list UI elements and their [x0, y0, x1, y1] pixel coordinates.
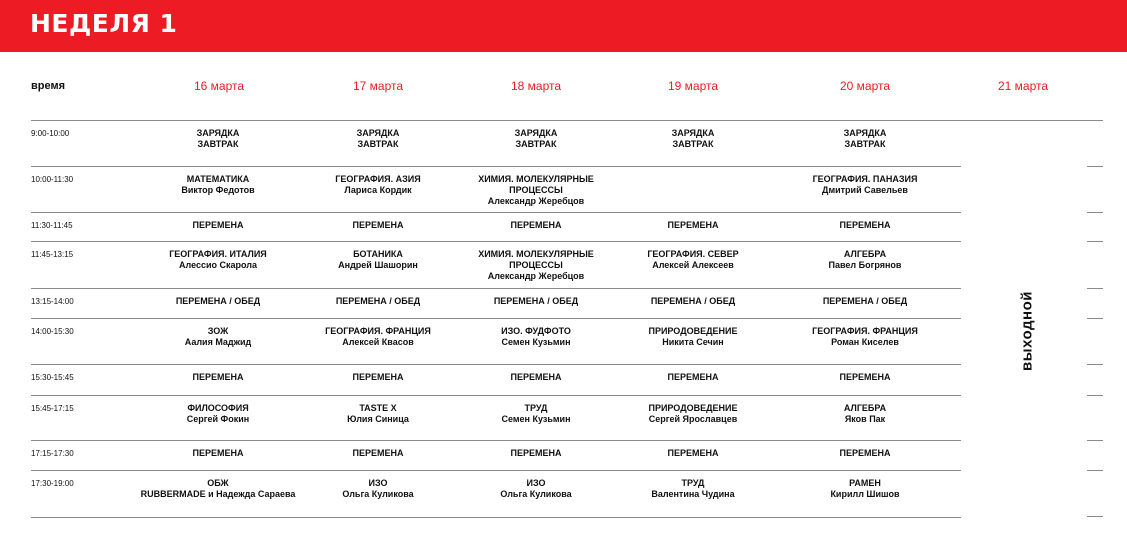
time-slot: 14:00-15:30	[31, 327, 74, 336]
lesson-name: ХИМИЯ. МОЛЕКУЛЯРНЫЕ ПРОЦЕССЫ	[478, 249, 594, 270]
row-divider-dash	[1087, 212, 1103, 213]
schedule-cell	[458, 448, 614, 459]
schedule-cell	[140, 448, 296, 459]
lesson-name: БОТАНИКА	[353, 249, 403, 259]
teacher-name: Ольга Куликова	[342, 489, 414, 499]
schedule-row	[31, 120, 961, 167]
schedule-cell	[458, 372, 614, 383]
schedule-cell	[300, 296, 456, 307]
schedule-cell	[300, 478, 456, 500]
teacher-name: Сергей Фокин	[186, 414, 250, 424]
lesson-name: ПРИРОДОВЕДЕНИЕ	[648, 326, 738, 336]
teacher-name: Валентина Чудина	[651, 489, 735, 499]
lesson-name: ИЗО	[526, 478, 546, 488]
schedule-cell	[140, 372, 296, 383]
schedule-cell	[615, 478, 771, 500]
lesson-name: ПЕРЕМЕНА / ОБЕД	[493, 296, 579, 306]
lesson-name: ГЕОГРАФИЯ. СЕВЕР	[647, 249, 739, 259]
teacher-name: Алексей Квасов	[342, 337, 414, 347]
teacher-name: ЗАВТРАК	[672, 139, 714, 149]
schedule-cell	[140, 174, 296, 196]
schedule-cell	[615, 220, 771, 231]
schedule-cell	[458, 478, 614, 500]
lesson-name: ПЕРЕМЕНА / ОБЕД	[822, 296, 908, 306]
date-header: 20 марта	[839, 79, 891, 93]
day-off-label: выходной	[1018, 291, 1036, 371]
schedule-cell	[615, 326, 771, 348]
teacher-name: Сергей Ярославцев	[648, 414, 738, 424]
lesson-name: ПЕРЕМЕНА	[510, 448, 562, 458]
lesson-name: ЗАРЯДКА	[843, 128, 887, 138]
teacher-name: Александр Жеребцов	[487, 196, 585, 206]
lesson-name: ПЕРЕМЕНА	[667, 372, 719, 382]
schedule-cell	[458, 326, 614, 348]
schedule-cell	[787, 128, 943, 150]
row-divider-dash	[1087, 440, 1103, 441]
teacher-name: Павел Богрянов	[828, 260, 902, 270]
teacher-name: Роман Киселев	[831, 337, 899, 347]
schedule-row	[31, 166, 961, 213]
schedule-cell	[140, 326, 296, 348]
teacher-name: Юлия Синица	[347, 414, 409, 424]
lesson-name: ТРУД	[524, 403, 548, 413]
schedule-cell	[787, 174, 943, 196]
teacher-name: Александр Жеребцов	[487, 271, 585, 281]
lesson-name: ПЕРЕМЕНА	[352, 448, 404, 458]
schedule-cell	[140, 478, 296, 500]
date-header: 21 марта	[997, 79, 1049, 93]
schedule-cell	[787, 478, 943, 500]
week-banner	[0, 0, 1127, 52]
teacher-name: Виктор Федотов	[181, 185, 255, 195]
teacher-name: Никита Сечин	[662, 337, 724, 347]
lesson-name: ЗАРЯДКА	[514, 128, 558, 138]
schedule-cell	[300, 448, 456, 459]
row-divider-dash	[1087, 364, 1103, 365]
lesson-name: ЗОЖ	[207, 326, 229, 336]
schedule-cell	[458, 249, 614, 282]
teacher-name: Аалия Маджид	[184, 337, 252, 347]
schedule-cell	[300, 326, 456, 348]
row-divider-dash	[1087, 318, 1103, 319]
teacher-name: RUBBERMADE и Надежда Сараева	[140, 489, 296, 499]
schedule-cell	[787, 296, 943, 307]
teacher-name: Семен Кузьмин	[501, 337, 571, 347]
lesson-name: ПЕРЕМЕНА	[352, 372, 404, 382]
time-slot: 15:45-17:15	[31, 404, 74, 413]
time-slot: 13:15-14:00	[31, 297, 74, 306]
lesson-name: ЗАРЯДКА	[356, 128, 400, 138]
row-divider-dash	[1087, 241, 1103, 242]
lesson-name: ПЕРЕМЕНА / ОБЕД	[650, 296, 736, 306]
lesson-name: ПЕРЕМЕНА	[192, 220, 244, 230]
teacher-name: ЗАВТРАК	[197, 139, 239, 149]
schedule-row	[31, 318, 961, 365]
teacher-name: ЗАВТРАК	[515, 139, 557, 149]
schedule-cell	[615, 403, 771, 425]
schedule-cell	[458, 296, 614, 307]
schedule-cell	[615, 249, 771, 271]
teacher-name: ЗАВТРАК	[844, 139, 886, 149]
teacher-name: Алексей Алексеев	[652, 260, 734, 270]
teacher-name: Андрей Шашорин	[338, 260, 418, 270]
time-column-header: время	[31, 80, 66, 92]
lesson-name: ПЕРЕМЕНА	[667, 448, 719, 458]
schedule-cell	[140, 249, 296, 271]
schedule-cell	[300, 403, 456, 425]
schedule-cell	[787, 326, 943, 348]
schedule-cell	[458, 220, 614, 231]
schedule-row	[31, 241, 961, 289]
week-title: НЕДЕЛЯ 1	[30, 9, 178, 38]
row-divider-dash	[1087, 288, 1103, 289]
lesson-name: ТРУД	[681, 478, 705, 488]
schedule-cell	[140, 128, 296, 150]
schedule-row	[31, 364, 961, 396]
lesson-name: РАМЕН	[849, 478, 881, 488]
lesson-name: ГЕОГРАФИЯ. ФРАНЦИЯ	[812, 326, 918, 336]
row-divider-dash	[1087, 516, 1103, 517]
teacher-name: ЗАВТРАК	[357, 139, 399, 149]
schedule-cell	[615, 372, 771, 383]
lesson-name: МАТЕМАТИКА	[186, 174, 250, 184]
time-slot: 10:00-11:30	[31, 175, 74, 184]
schedule-cell	[615, 448, 771, 459]
schedule-row	[31, 440, 961, 471]
lesson-name: ИЗО	[368, 478, 388, 488]
lesson-name: ПЕРЕМЕНА	[192, 448, 244, 458]
schedule-cell	[787, 372, 943, 383]
schedule-cell	[787, 403, 943, 425]
teacher-name: Алессио Скарола	[178, 260, 258, 270]
schedule-cell	[300, 220, 456, 231]
row-divider-dash	[1087, 470, 1103, 471]
teacher-name: Ольга Куликова	[500, 489, 572, 499]
lesson-name: ПЕРЕМЕНА	[352, 220, 404, 230]
lesson-name: ГЕОГРАФИЯ. ФРАНЦИЯ	[325, 326, 431, 336]
schedule-cell	[458, 128, 614, 150]
lesson-name: ПЕРЕМЕНА	[667, 220, 719, 230]
teacher-name: Лариса Кордик	[344, 185, 412, 195]
lesson-name: ПРИРОДОВЕДЕНИЕ	[648, 403, 738, 413]
schedule-row	[31, 288, 961, 319]
row-divider-dash	[1087, 166, 1103, 167]
time-slot: 15:30-15:45	[31, 373, 74, 382]
row-divider-dash	[1087, 395, 1103, 396]
lesson-name: TASTE X	[359, 403, 397, 413]
schedule-cell	[300, 249, 456, 271]
schedule-row	[31, 395, 961, 441]
lesson-name: ИЗО. ФУДФОТО	[501, 326, 571, 336]
schedule-cell	[615, 128, 771, 150]
lesson-name: ХИМИЯ. МОЛЕКУЛЯРНЫЕ ПРОЦЕССЫ	[478, 174, 594, 195]
date-header: 19 марта	[667, 79, 719, 93]
schedule-cell	[300, 174, 456, 196]
teacher-name: Яков Пак	[844, 414, 886, 424]
teacher-name: Кирилл Шишов	[830, 489, 900, 499]
time-slot: 11:30-11:45	[31, 221, 73, 230]
time-slot: 9:00-10:00	[31, 129, 70, 138]
lesson-name: ГЕОГРАФИЯ. АЗИЯ	[335, 174, 421, 184]
schedule-cell	[300, 372, 456, 383]
lesson-name: ПЕРЕМЕНА	[510, 220, 562, 230]
lesson-name: ПЕРЕМЕНА / ОБЕД	[335, 296, 421, 306]
lesson-name: ПЕРЕМЕНА	[839, 220, 891, 230]
lesson-name: ПЕРЕМЕНА	[192, 372, 244, 382]
schedule-cell	[458, 403, 614, 425]
lesson-name: АЛГЕБРА	[843, 249, 887, 259]
schedule-cell	[787, 249, 943, 271]
lesson-name: ПЕРЕМЕНА	[839, 372, 891, 382]
teacher-name: Семен Кузьмин	[501, 414, 571, 424]
saturday-column-divider	[961, 120, 1103, 121]
schedule-cell	[300, 128, 456, 150]
schedule-cell	[787, 220, 943, 231]
schedule-cell	[615, 296, 771, 307]
lesson-name: ОБЖ	[207, 478, 229, 488]
lesson-name: ФИЛОСОФИЯ	[187, 403, 249, 413]
date-header: 17 марта	[352, 79, 404, 93]
schedule-cell	[458, 174, 614, 207]
schedule-row	[31, 470, 961, 518]
schedule-cell	[787, 448, 943, 459]
lesson-name: ГЕОГРАФИЯ. ИТАЛИЯ	[169, 249, 267, 259]
time-slot: 17:30-19:00	[31, 479, 74, 488]
lesson-name: ПЕРЕМЕНА	[510, 372, 562, 382]
time-slot: 11:45-13:15	[31, 250, 74, 259]
lesson-name: ЗАРЯДКА	[196, 128, 240, 138]
lesson-name: ПЕРЕМЕНА	[839, 448, 891, 458]
teacher-name: Дмитрий Савельев	[822, 185, 908, 195]
schedule-cell	[140, 220, 296, 231]
time-slot: 17:15-17:30	[31, 449, 74, 458]
date-header: 18 марта	[510, 79, 562, 93]
schedule-row	[31, 212, 961, 242]
schedule-cell	[140, 403, 296, 425]
lesson-name: ЗАРЯДКА	[671, 128, 715, 138]
date-header: 16 марта	[193, 79, 245, 93]
schedule-cell	[140, 296, 296, 307]
lesson-name: ПЕРЕМЕНА / ОБЕД	[175, 296, 261, 306]
lesson-name: ГЕОГРАФИЯ. ПАНАЗИЯ	[812, 174, 918, 184]
lesson-name: АЛГЕБРА	[843, 403, 887, 413]
